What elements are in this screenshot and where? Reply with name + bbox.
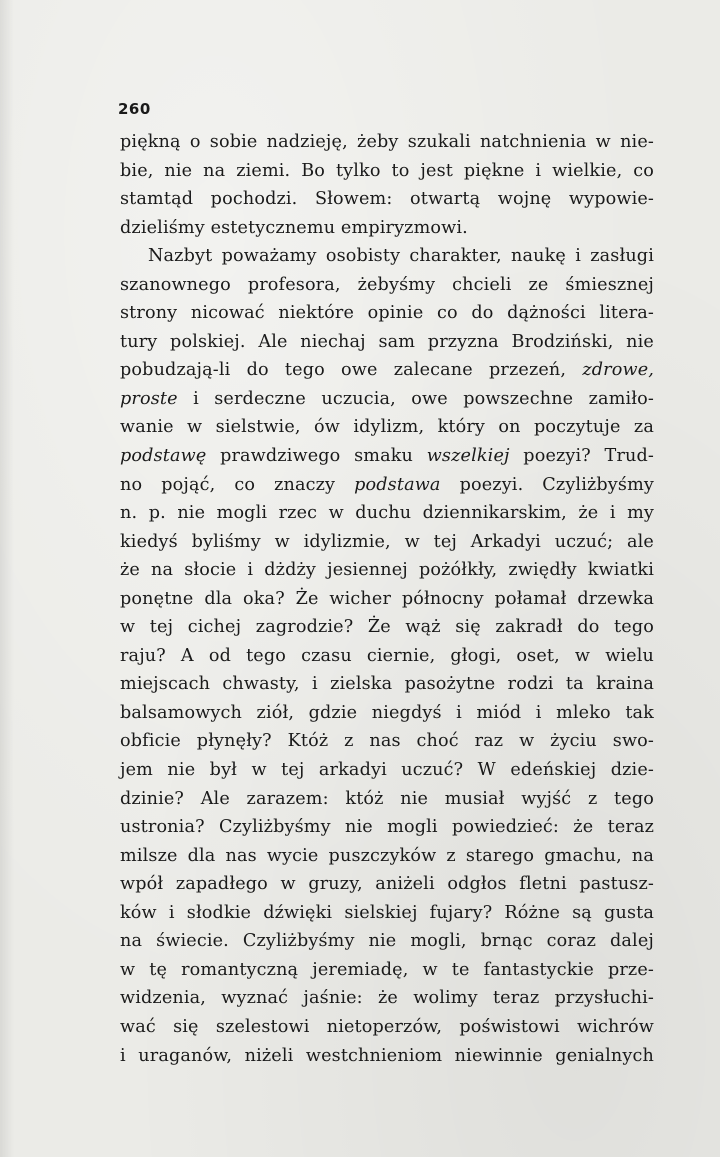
emphasis-text: zdrowe, (582, 360, 654, 381)
text-run: n. p. nie mogli rzec w duchu dziennikarskim, że i my (120, 503, 654, 524)
body-text (120, 128, 654, 1070)
text-run: widzenia, wyznać jaśnie: że wolimy teraz przysłuchi- (120, 988, 654, 1009)
text-line (120, 756, 654, 785)
text-run: ponętne dla oka? Że wicher północny połamał drzewka (120, 588, 654, 609)
text-line (120, 842, 654, 871)
emphasis-text: podstawa (354, 474, 441, 495)
text-line (120, 214, 654, 243)
text-line (120, 642, 654, 671)
text-line (120, 870, 654, 899)
text-line (120, 271, 654, 300)
text-line (120, 385, 654, 414)
text-run: miejscach chwasty, i zielska pasożytne rodzi ta kraina (120, 674, 654, 695)
text-run: obficie płynęły? Któż z nas choć raz w życiu swo- (120, 731, 654, 752)
text-line (120, 927, 654, 956)
text-run: jem nie był w tej arkadyi uczuć? W edeńskiej dzie- (120, 760, 654, 781)
text-run: i serdeczne uczucia, owe powszechne zamiło- (177, 388, 654, 409)
text-run: milsze dla nas wycie puszczyków z starego gmachu, na (120, 845, 654, 866)
text-line (120, 984, 654, 1013)
text-line (120, 471, 654, 500)
text-line (120, 785, 654, 814)
text-run: piękną o sobie nadzieję, żeby szukali natchnienia w nie- (120, 132, 654, 152)
text-line (120, 556, 654, 585)
text-run: poezyi? Trud- (509, 446, 654, 467)
text-line (120, 242, 654, 271)
text-run: ków i słodkie dźwięki sielskiej fujary? Różne są gusta (120, 902, 654, 923)
text-run: pobudzają-li do tego owe zalecane przezeń, (120, 360, 583, 381)
emphasis-text: wszelkiej (426, 446, 510, 467)
text-line (120, 670, 654, 699)
text-line (120, 727, 654, 756)
page-edge-shadow (0, 0, 14, 1157)
text-run: dzieliśmy estetycznemu empiryzmowi. (120, 217, 468, 238)
text-run: wpół zapadłego w gruzy, aniżeli odgłos fletni pastusz- (120, 874, 654, 895)
text-line (120, 613, 654, 642)
text-run: i uraganów, niżeli westchnieniom niewinnie genialnych (120, 1045, 654, 1066)
text-run: Nazbyt poważamy osobisty charakter, naukę i zasługi (148, 246, 654, 267)
text-line (120, 956, 654, 985)
text-line (120, 299, 654, 328)
text-run: tury polskiej. Ale niechaj sam przyzna Brodziński, nie (120, 331, 654, 352)
text-line (120, 157, 654, 186)
page-number: 260 (118, 100, 151, 118)
text-line (120, 1013, 654, 1042)
text-line (120, 128, 654, 157)
text-run: balsamowych ziół, gdzie niegdyś i miód i mleko tak (120, 702, 654, 723)
text-run: poezyi. Czyliżbyśmy (440, 474, 654, 495)
text-run: szanownego profesora, żebyśmy chcieli ze śmiesznej (120, 274, 654, 295)
text-line (120, 185, 654, 214)
text-run: stamtąd pochodzi. Słowem: otwartą wojnę wypowie- (120, 189, 654, 210)
text-run: na świecie. Czyliżbyśmy nie mogli, brnąc coraz dalej (120, 931, 654, 952)
text-run: strony nicować niektóre opinie co do dążności litera- (120, 303, 654, 324)
text-line (120, 528, 654, 557)
text-run: wanie w sielstwie, ów idylizm, który on poczytuje za (120, 417, 654, 438)
text-line (120, 699, 654, 728)
text-run: kiedyś byliśmy w idylizmie, w tej Arkadyi uczuć; ale (120, 531, 654, 552)
text-run: w tę romantyczną jeremiadę, w te fantastyckie prze- (120, 959, 654, 980)
emphasis-text: podstawę (120, 446, 207, 467)
text-run: że na słocie i dżdży jesiennej pożółkły, zwiędły kwiatki (120, 560, 654, 581)
text-run: dzinie? Ale zarazem: któż nie musiał wyjść z tego (120, 788, 654, 809)
text-run: wać się szelestowi nietoperzów, poświstowi wichrów (120, 1016, 654, 1037)
text-line (120, 499, 654, 528)
text-run: bie, nie na ziemi. Bo tylko to jest piękne i wielkie, co (120, 160, 654, 181)
text-line (120, 356, 654, 385)
text-line (120, 813, 654, 842)
text-line (120, 442, 654, 471)
text-line (120, 1042, 654, 1071)
text-run: raju? A od tego czasu ciernie, głogi, oset, w wielu (120, 645, 654, 666)
text-run: w tej cichej zagrodzie? Że wąż się zakradł do tego (120, 617, 654, 638)
text-line (120, 413, 654, 442)
emphasis-text: proste (120, 388, 178, 409)
text-run: prawdziwego smaku (206, 446, 427, 467)
text-line (120, 585, 654, 614)
text-run: no pojąć, co znaczy (120, 474, 355, 495)
text-run: ustronia? Czyliżbyśmy nie mogli powiedzieć: że teraz (120, 817, 654, 838)
text-line (120, 328, 654, 357)
text-line (120, 899, 654, 928)
